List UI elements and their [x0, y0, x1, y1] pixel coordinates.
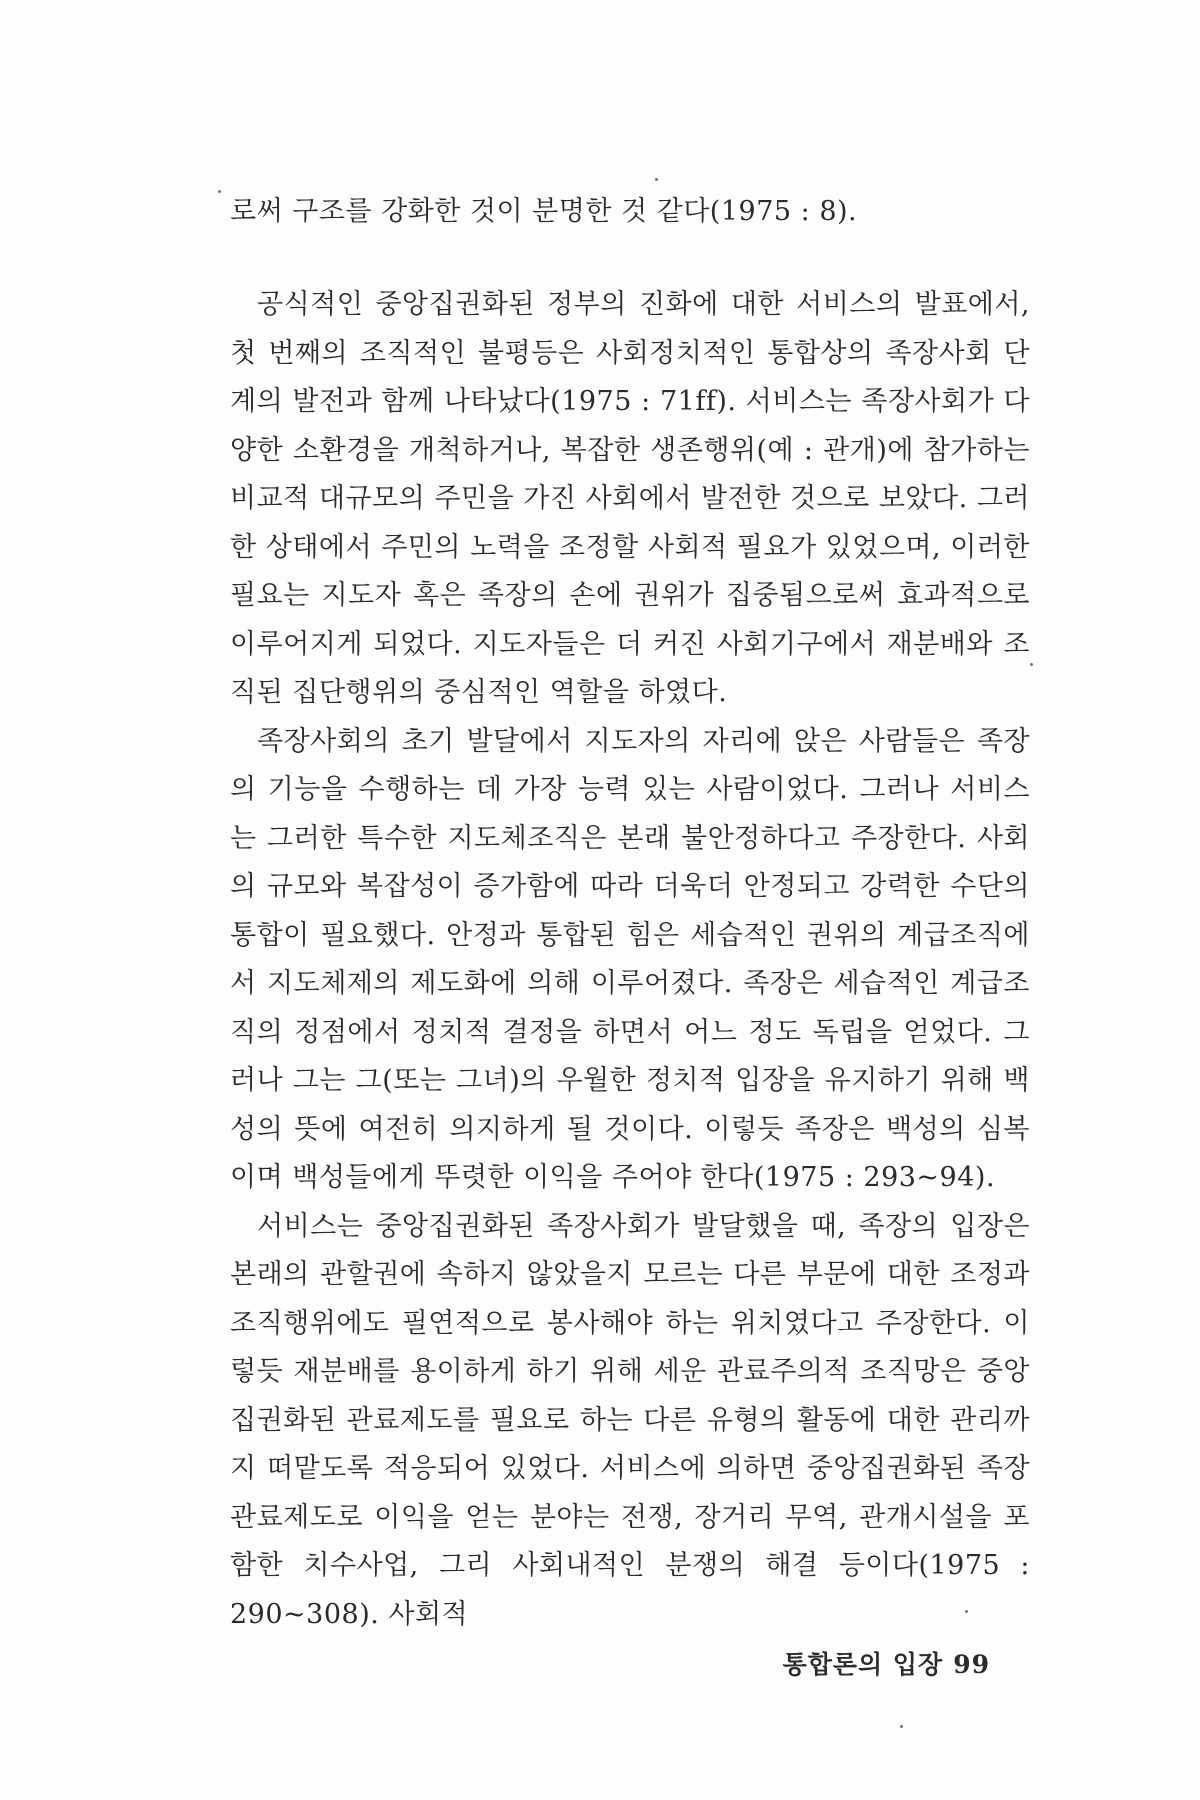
- continuation-line: [230, 188, 1030, 237]
- scan-speck: [218, 190, 221, 193]
- scan-speck: [965, 1610, 968, 1613]
- scan-speck: [900, 1725, 903, 1728]
- scan-speck: [655, 178, 658, 181]
- paragraph-1: 공식적인 중앙집권화된 정부의 진화에 대한 서비스의 발표에서, 첫 번째의 조직적인 불평등은 사회정치적인 통합상의 족장사회 단계의 발전과 함께 나타났다(1975 : 71ff). 서비스는 족장사회가 다양한 소환경을 개척하거나, 복잡한 생존행위(예 : 관개)에 참가하는 비교적 대규모의 주민을 가진 사회에서 발전한 것으로 보았다. 그러한 상태에서 주민의 노력을 조정할 사회적 필요가 있었으며, 이러한 필요는 지도자 혹은 족장의 손에 권위가 집중됨으로써 효과적으로 이루어지게 되었다. 지도자들은 더 커진 사회기구에서 재분배와 조직된 집단행위의 중심적인 역할을 하였다.: [230, 289, 1030, 708]
- body-text: [230, 281, 1030, 1639]
- page-footer: [780, 1645, 990, 1681]
- scan-speck: [1030, 663, 1033, 666]
- paragraph-2: 족장사회의 초기 발달에서 지도자의 자리에 앉은 사람들은 족장의 기능을 수행하는 데 가장 능력 있는 사람이었다. 그러나 서비스는 그러한 특수한 지도체조직은 본래 불안정하다고 주장한다. 사회의 규모와 복잡성이 증가함에 따라 더욱더 안정되고 강력한 수단의 통합이 필요했다. 안정과 통합된 힘은 세습적인 권위의 계급조직에서 지도체제의 제도화에 의해 이루어졌다. 족장은 세습적인 계급조직의 정점에서 정치적 결정을 하면서 어느 정도 독립을 얻었다. 그러나 그는 그(또는 그녀)의 우월한 정치적 입장을 유지하기 위해 백성의 뜻에 여전히 의지하게 될 것이다. 이렇듯 족장은 백성의 심복이며 백성들에게 뚜렷한 이익을 주어야 한다(1975 : 293~94).: [230, 725, 1030, 1193]
- paragraph-3: 서비스는 중앙집권화된 족장사회가 발달했을 때, 족장의 입장은 본래의 관할권에 속하지 않았을지 모르는 다른 부문에 대한 조정과 조직행위에도 필연적으로 봉사해야 하는 위치였다고 주장한다. 이렇듯 재분배를 용이하게 하기 위해 세운 관료주의적 조직망은 중앙집권화된 관료제도를 필요로 하는 다른 유형의 활동에 대한 관리까지 떠맡도록 적응되어 있었다. 서비스에 의하면 중앙집권화된 족장관료제도로 이익을 얻는 분야는 전쟁, 장거리 무역, 관개시설을 포함한 치수사업, 그리 사회내적인 분쟁의 해결 등이다(1975 : 290~308). 사회적: [230, 1210, 1030, 1630]
- running-title: 통합론의 입장: [782, 1650, 944, 1679]
- continuation-text: 로써 구조를 강화한 것이 분명한 것 같다(1975 : 8).: [230, 196, 858, 227]
- page-number: 99: [953, 1650, 990, 1679]
